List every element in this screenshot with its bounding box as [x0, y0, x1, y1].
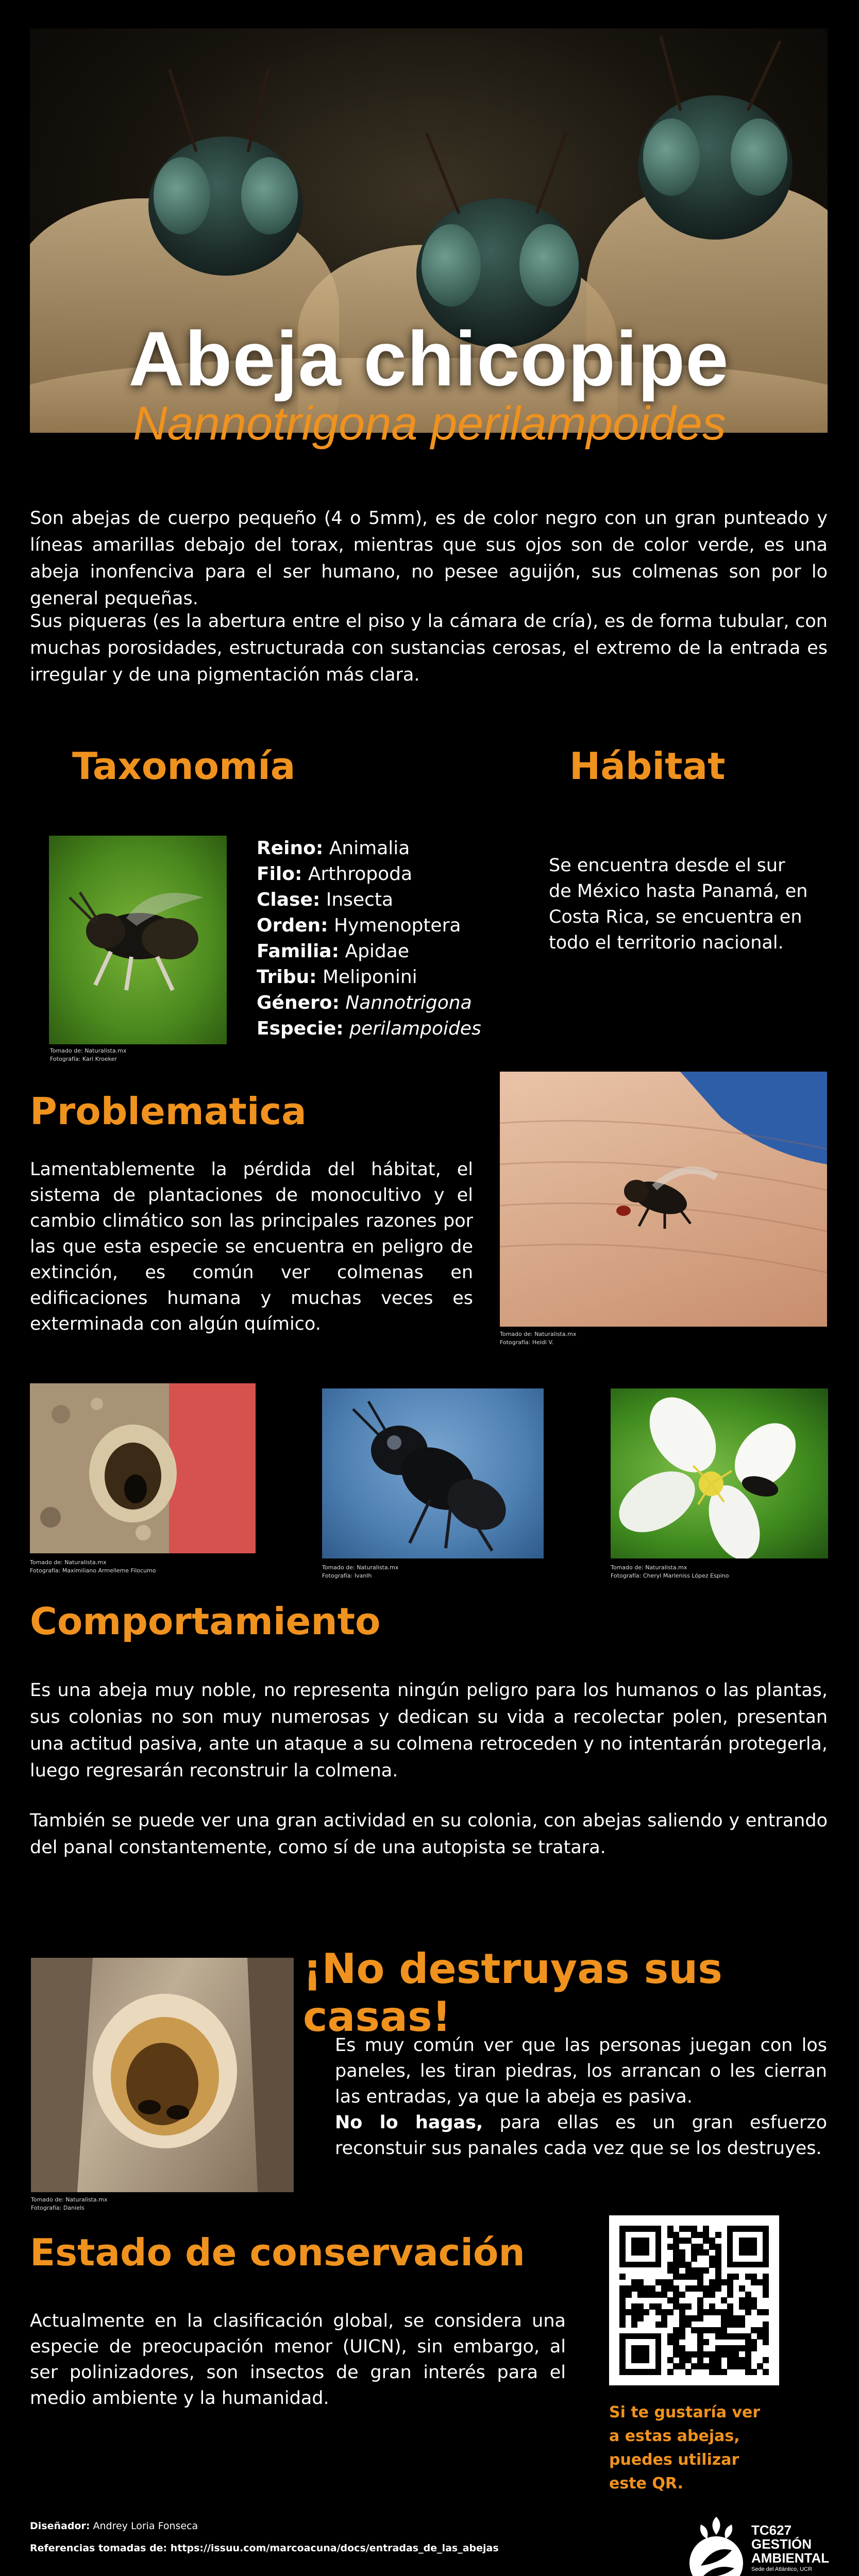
gallery-caption-2	[322, 1564, 398, 1580]
qr-code[interactable]	[609, 2215, 779, 2385]
nodestroy-emphasis: No lo hagas,	[335, 2112, 483, 2133]
taxonomy-label: Clase:	[257, 889, 321, 910]
nodestroy-photo	[31, 1958, 294, 2192]
references-url: https://issuu.com/marcoacuna/docs/entradas_de_las_abejas	[167, 2543, 499, 2554]
caption-photographer: Fotografía: Maximiliano Armelleme Filocumo	[30, 1567, 156, 1574]
designer-name: Andrey Loria Fonseca	[90, 2520, 198, 2532]
taxonomy-row	[257, 913, 525, 939]
caption-source: Tomado de: Naturalista.mx	[50, 1047, 127, 1054]
intro-paragraph-2: Sus piqueras (es la abertura entre el piso y la cámara de cría), es de forma tubular, con muchas porosidades, estructurada con sustancias cerosas, el extremo de la entrada es irregular y de una pigmentación más clara.	[30, 611, 828, 685]
behavior-paragraph-1: Es una abeja muy noble, no representa ningún peligro para los humanos o las plantas, sus colonias no son muy numerosas y dedican su vida a recolectar polen, presentan una actitud pasiva, ante un ataque a su colmena retroceden y no intentarán protegerla, luego regresarán reconstruir la colmena.	[30, 1680, 828, 1781]
designer-label: Diseñador:	[30, 2520, 90, 2532]
taxonomy-label: Género:	[257, 992, 340, 1013]
logo-icon	[685, 2514, 747, 2576]
taxonomy-heading: Taxonomía	[72, 744, 296, 788]
problem-text: Lamentablemente la pérdida del hábitat, el sistema de plantaciones de monocultivo y el cambio climático son las principales razones por las que esta especie se encuentra en peligro de extinción, es común ver colmenas en edificaciones humana y muchas veces es exterminada con algún químico.	[30, 1159, 473, 1334]
conservation-heading: Estado de conservación	[30, 2231, 525, 2274]
taxonomy-row	[257, 887, 525, 913]
taxonomy-list	[257, 836, 525, 1042]
taxonomy-value: perilampoides	[349, 1018, 481, 1039]
caption-photographer: Fotografía: Daniels	[31, 2205, 85, 2211]
taxonomy-photo-caption	[50, 1047, 126, 1063]
gallery-photo-nest	[30, 1383, 256, 1553]
taxonomy-row	[257, 1016, 525, 1042]
logo-line-3: AMBIENTAL	[751, 2550, 830, 2566]
caption-photographer: Fotografía: Heidi V.	[500, 1339, 554, 1346]
caption-source: Tomado de: Naturalista.mx	[500, 1331, 577, 1337]
gallery-photo-flower	[611, 1388, 828, 1558]
habitat-text: Se encuentra desde el sur de México hasta Panamá, en Costa Rica, se encuentra en todo el territorio nacional.	[549, 855, 808, 953]
taxonomy-value: Meliponini	[322, 967, 417, 988]
taxonomy-value: Apidae	[345, 941, 409, 962]
gallery-caption-1	[30, 1558, 156, 1575]
habitat-heading: Hábitat	[569, 744, 726, 788]
logo-line-1: TC627	[751, 2522, 792, 2538]
footer-designer	[30, 2520, 198, 2532]
logo-line-2: GESTIÓN	[751, 2536, 812, 2552]
taxonomy-row	[257, 964, 525, 990]
logo-line-4: Sede del Atlántico, UCR	[751, 2566, 813, 2572]
nodestroy-paragraph-1: Es muy común ver que las personas juegan con los paneles, les tiran piedras, los arrancan o les cierran las entradas, ya que la abeja es pasiva.	[335, 2035, 827, 2107]
footer-logo	[685, 2514, 835, 2576]
taxonomy-row	[257, 990, 525, 1016]
taxonomy-label: Orden:	[257, 915, 328, 936]
taxonomy-value: Insecta	[326, 889, 394, 910]
gallery-caption-3	[611, 1564, 729, 1580]
problem-heading: Problematica	[30, 1090, 307, 1133]
hero-subtitle: Nannotrigona perilampoides	[133, 397, 726, 450]
taxonomy-label: Familia:	[257, 941, 339, 962]
behavior-heading: Comportamiento	[30, 1600, 381, 1643]
intro-paragraph-1: Son abejas de cuerpo pequeño (4 o 5mm), es de color negro con un gran punteado y líneas amarillas debajo del torax, mientras que sus ojos son de color verde, es una abeja inonfenciva para el ser humano, no pesee aguijón, sus colmenas son por lo general pequeñas.	[30, 508, 828, 609]
taxonomy-label: Reino:	[257, 838, 324, 859]
caption-source: Tomado de: Naturalista.mx	[322, 1564, 399, 1571]
taxonomy-value: Arthropoda	[308, 863, 413, 885]
nodestroy-rest: para ellas es un gran esfuerzo reconstuir sus panales cada vez que se los destruyes.	[335, 2112, 827, 2159]
taxonomy-row	[257, 939, 525, 964]
caption-photographer: Fotografía: Ivanlh	[322, 1572, 372, 1579]
taxonomy-label: Tribu:	[257, 967, 317, 988]
behavior-paragraph-2: También se puede ver una gran actividad en su colonia, con abejas saliendo y entrando del panal constantemente, como sí de una autopista se tratara.	[30, 1810, 828, 1858]
taxonomy-row	[257, 861, 525, 887]
problem-photo-caption	[500, 1330, 576, 1347]
taxonomy-photo	[49, 836, 227, 1044]
taxonomy-label: Filo:	[257, 863, 302, 885]
taxonomy-label: Especie:	[257, 1018, 344, 1039]
taxonomy-value: Hymenoptera	[334, 915, 461, 936]
hero-title: Abeja chicopipe	[128, 315, 729, 402]
gallery-photo-bee	[322, 1388, 544, 1558]
conservation-text: Actualmente en la clasificación global, se considera una especie de preocupación menor (UICN), sin embargo, al ser polinizadores, son insectos de gran interés para el medio ambiente y la humanidad.	[30, 2311, 566, 2409]
caption-source: Tomado de: Naturalista.mx	[30, 1559, 107, 1566]
nodestroy-photo-caption	[31, 2196, 107, 2212]
hero-image	[30, 28, 828, 433]
caption-source: Tomado de: Naturalista.mx	[611, 1564, 687, 1571]
nodestroy-heading: ¡No destruyas sus casas!	[303, 1945, 722, 2041]
taxonomy-row	[257, 836, 525, 861]
footer-references	[30, 2543, 499, 2554]
caption-photographer: Fotografía: Karl Kroeker	[50, 1056, 117, 1062]
taxonomy-value: Animalia	[329, 838, 410, 859]
qr-text: Si te gustaría ver a estas abejas, puedes utilizar este QR.	[609, 2403, 761, 2493]
problem-photo	[500, 1072, 827, 1327]
references-label: Referencias tomadas de:	[30, 2543, 167, 2554]
taxonomy-value: Nannotrigona	[345, 992, 472, 1013]
nodestroy-paragraph-2	[335, 2110, 827, 2161]
caption-source: Tomado de: Naturalista.mx	[31, 2196, 108, 2203]
caption-photographer: Fotografía: Cheryl Marleniss López Espino	[611, 1572, 729, 1579]
